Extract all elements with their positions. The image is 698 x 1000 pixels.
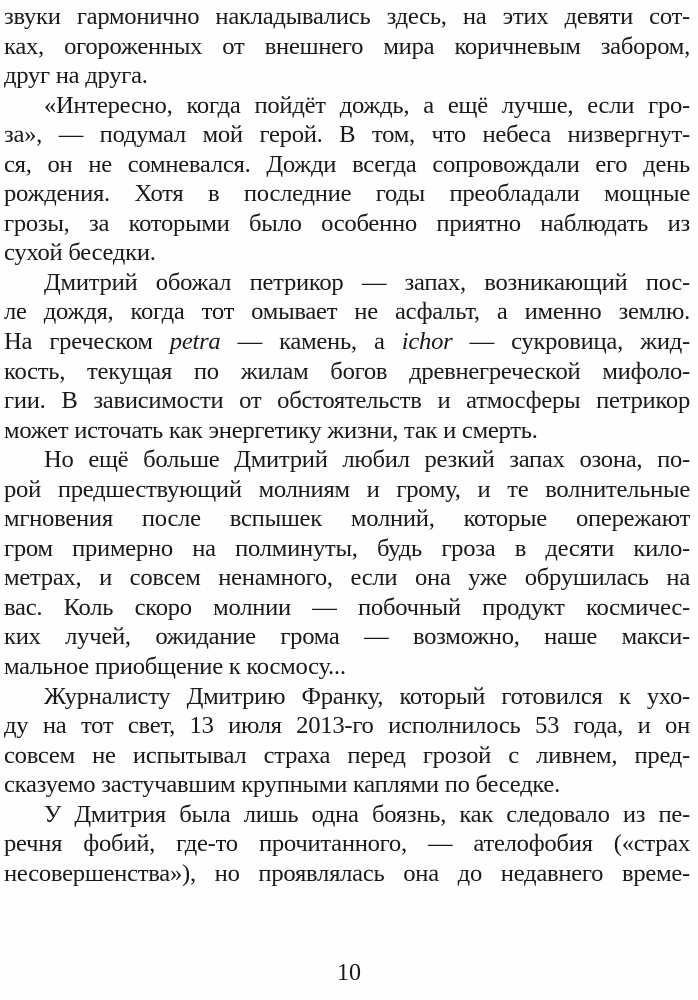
text-run: метрах, и совсем ненамного, если она уже обрушилась на <box>4 564 690 592</box>
text-run: «Интересно, когда пойдёт дождь, а ещё лучше, если гро- <box>44 91 690 119</box>
text-run: У Дмитрия была лишь одна боязнь, как следовало из пе- <box>44 800 690 828</box>
text-run: грозы, за которыми было особенно приятно наблюдать из <box>4 209 690 237</box>
text-run: На греческом <box>4 328 170 356</box>
text-run: речня фобий, где-то прочитанного, — ателофобия («страх <box>4 830 690 858</box>
text-run: мальное приобщение к космосу... <box>4 653 346 681</box>
body-text <box>4 2 690 888</box>
text-run: ках, огороженных от внешнего мира коричневым забором, <box>4 32 690 60</box>
text-line <box>4 327 690 357</box>
text-run: гром примерно на полминуты, будь гроза в десяти кило- <box>4 534 690 562</box>
paragraph <box>4 2 690 91</box>
text-run: за», — подумал мой герой. В том, что небеса низвергнут- <box>4 121 690 149</box>
text-line <box>4 770 690 800</box>
text-line <box>4 179 690 209</box>
text-run: ких лучей, ожидание грома — возможно, наше макси- <box>4 623 690 651</box>
text-run: кость, текущая по жилам богов древнегреческой мифоло- <box>4 357 690 385</box>
text-line <box>4 711 690 741</box>
italic-term: petra <box>169 328 221 356</box>
text-run: может источать как энергетику жизни, так и смерть. <box>4 416 538 444</box>
text-line <box>4 2 690 32</box>
text-run: ду на тот свет, 13 июля 2013-го исполнилось 53 года, и он <box>4 712 690 740</box>
text-run: Дмитрий обожал петрикор — запах, возникающий пос- <box>44 268 690 296</box>
text-run: совсем не испытывал страха перед грозой с ливнем, пред- <box>4 741 690 769</box>
text-run: гии. В зависимости от обстоятельств и атмосферы петрикор <box>4 387 690 415</box>
text-line <box>4 622 690 652</box>
text-run: ле дождя, когда тот омывает не асфальт, а именно землю. <box>4 298 690 326</box>
text-line <box>4 859 690 889</box>
text-run: — сукровица, жид- <box>452 328 690 356</box>
text-line <box>4 800 690 830</box>
text-line <box>4 504 690 534</box>
text-line <box>4 297 690 327</box>
paragraph <box>4 682 690 800</box>
text-run: друг на друга. <box>4 62 148 90</box>
text-run: — камень, а <box>220 328 402 356</box>
text-line <box>4 357 690 387</box>
text-line <box>4 829 690 859</box>
text-line <box>4 32 690 62</box>
text-run: рождения. Хотя в последние годы преобладали мощные <box>4 180 690 208</box>
text-line <box>4 563 690 593</box>
text-run: ся, он не сомневался. Дожди всегда сопровождали его день <box>4 150 690 178</box>
text-line <box>4 534 690 564</box>
text-run: сказуемо застучавшим крупными каплями по беседке. <box>4 771 560 799</box>
text-line <box>4 741 690 771</box>
text-line <box>4 209 690 239</box>
text-line <box>4 268 690 298</box>
text-line <box>4 150 690 180</box>
text-line <box>4 652 690 682</box>
text-line <box>4 61 690 91</box>
text-run: Журналисту Дмитрию Франку, который готовился к ухо- <box>44 682 690 710</box>
text-line <box>4 91 690 121</box>
paragraph <box>4 800 690 889</box>
text-run: Но ещё больше Дмитрий любил резкий запах озона, по- <box>44 446 690 474</box>
text-run: рой предшествующий молниям и грому, и те волнительные <box>4 475 690 503</box>
text-line <box>4 416 690 446</box>
paragraph <box>4 268 690 445</box>
text-line <box>4 475 690 505</box>
text-line <box>4 238 690 268</box>
text-run: сухой беседки. <box>4 239 156 267</box>
text-line <box>4 682 690 712</box>
text-run: мгновения после вспышек молний, которые опережают <box>4 505 690 533</box>
text-run: звуки гармонично накладывались здесь, на этих девяти сот- <box>4 3 690 30</box>
paragraph <box>4 445 690 681</box>
text-run: несовершенства»), но проявлялась она до недавнего време- <box>4 859 690 887</box>
page-number: 10 <box>337 960 361 986</box>
italic-term: ichor <box>401 328 453 356</box>
text-line <box>4 386 690 416</box>
text-line <box>4 593 690 623</box>
text-run: вас. Коль скоро молнии — побочный продукт космичес- <box>4 593 690 621</box>
text-line <box>4 120 690 150</box>
text-line <box>4 445 690 475</box>
paragraph <box>4 91 690 268</box>
